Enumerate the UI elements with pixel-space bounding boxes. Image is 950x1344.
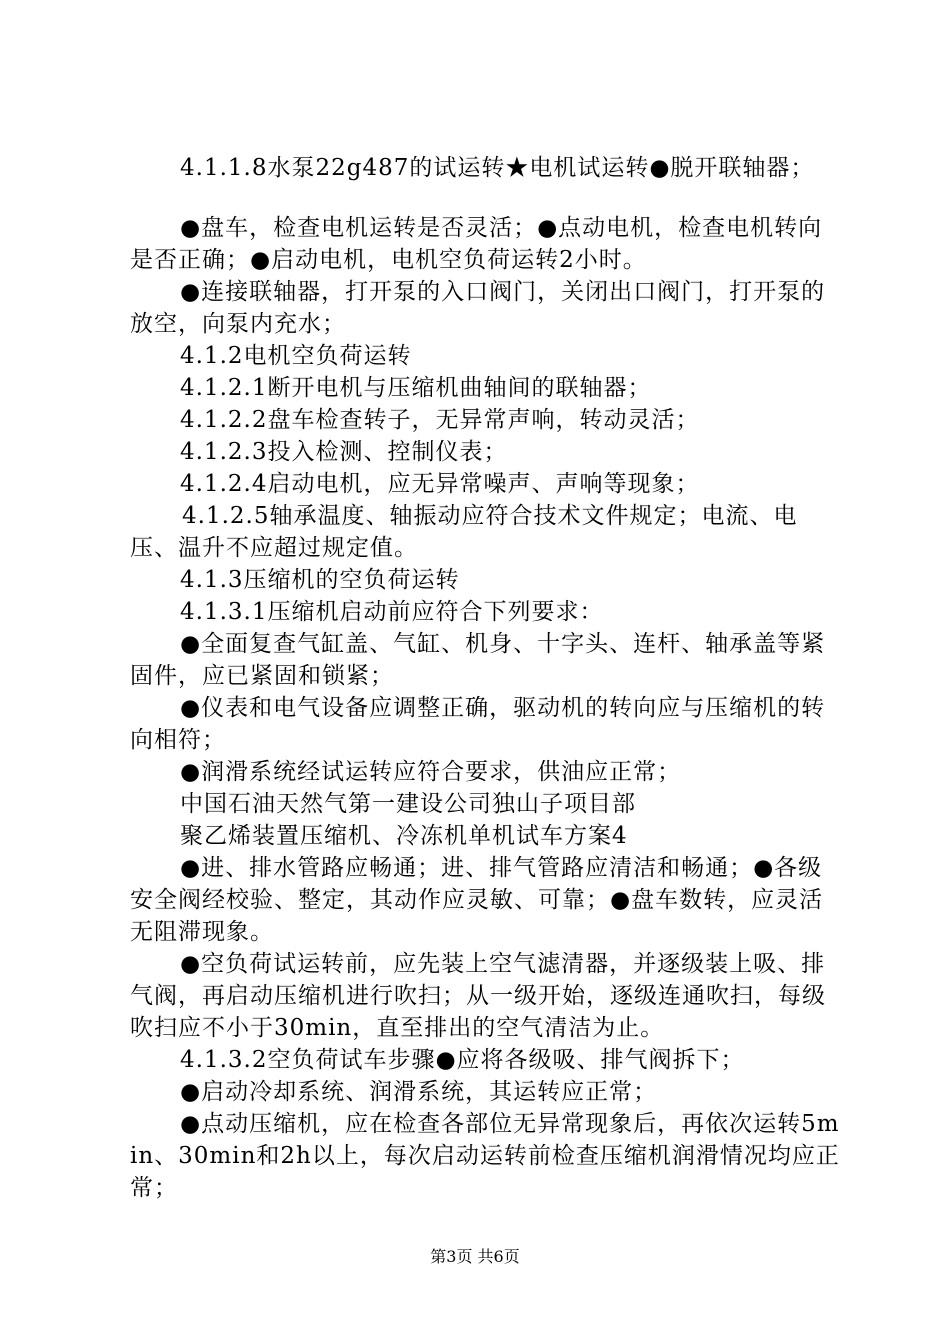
paragraph: ●盘车，检查电机运转是否灵活；●点动电机，检查电机转向是否正确；●启动电机，电机空负荷运转2小时。 [130,215,823,273]
page-number-label: 第3页 共6页 [430,1247,520,1266]
company-line: 中国石油天然气第一建设公司独山子项目部 [180,791,636,817]
paragraph: 4.1.2.3投入检测、控制仪表； [180,439,508,465]
section-heading: 4.1.3压缩机的空负荷运转 [180,567,460,593]
paragraph: ●启动冷却系统、润滑系统，其运转应正常； [180,1079,658,1105]
plan-title-line: 聚乙烯装置压缩机、冷冻机单机试车方案4 [180,823,628,849]
paragraph: 4.1.2.2盘车检查转子，无异常声响，转动灵活； [180,407,700,433]
paragraph: 4.1.1.8水泵22g487的试运转★电机试运转●脱开联轴器； [180,155,815,181]
paragraph: ●润滑系统经试运转应符合要求，供油应正常； [180,759,682,785]
paragraph: 4.1.3.1压缩机启动前应符合下列要求： [180,599,604,625]
section-heading: 4.1.2电机空负荷运转 [180,343,412,369]
paragraph: ●点动压缩机，应在检查各部位无异常现象后，再依次运转5min、30min和2h以上，每次启动运转前检查压缩机润滑情况均应正常； [130,1111,840,1201]
paragraph: 4.1.3.2空负荷试车步骤●应将各级吸、排气阀拆下； [180,1047,745,1073]
paragraph: 4.1.2.5轴承温度、轴振动应符合技术文件规定；电流、电压、温升不应超过规定值。 [130,503,798,561]
paragraph: ●空负荷试运转前，应先装上空气滤清器，并逐级装上吸、排气阀，再启动压缩机进行吹扫；从一级开始，逐级连通吹扫，每级吹扫应不小于30min，直至排出的空气清洁为止。 [130,951,826,1041]
page-footer [0,1244,950,1267]
document-body [130,152,842,1204]
paragraph: ●进、排水管路应畅通；进、排气管路应清洁和畅通；●各级安全阀经校验、整定，其动作应灵敏、可靠；●盘车数转，应灵活无阻滞现象。 [130,855,824,945]
paragraph: 4.1.2.4启动电机，应无异常噪声、声响等现象； [180,471,700,497]
paragraph: ●连接联轴器，打开泵的入口阀门，关闭出口阀门，打开泵的放空，向泵内充水； [130,279,826,337]
paragraph: ●全面复查气缸盖、气缸、机身、十字头、连杆、轴承盖等紧固件，应已紧固和锁紧； [130,631,826,689]
paragraph: ●仪表和电气设备应调整正确，驱动机的转向应与压缩机的转向相符； [130,695,826,753]
paragraph: 4.1.2.1断开电机与压缩机曲轴间的联轴器； [180,375,652,401]
